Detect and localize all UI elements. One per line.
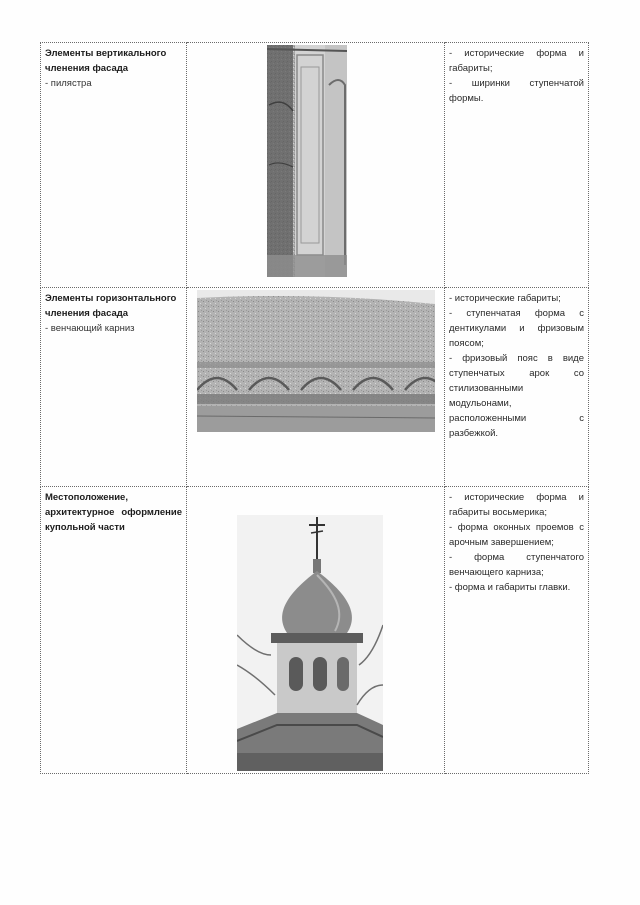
element-title: Местоположение, архитектурное оформление купольной части xyxy=(45,492,182,533)
element-title: Элементы горизонтального членения фасада xyxy=(45,293,177,319)
element-cell xyxy=(41,487,187,774)
table-row xyxy=(41,288,589,487)
pilaster-photo xyxy=(267,45,347,277)
features-cell xyxy=(445,487,589,774)
features-cell xyxy=(445,43,589,288)
monument-elements-table xyxy=(40,42,589,774)
dome-photo xyxy=(237,515,383,771)
feature-item: - исторические форма и габариты восьмерика; xyxy=(449,492,584,518)
cornice-photo xyxy=(197,290,435,432)
element-subtitle: - пилястра xyxy=(45,78,92,89)
element-subtitle: - венчающий карниз xyxy=(45,323,135,334)
table-row xyxy=(41,487,589,774)
photo-cell xyxy=(187,487,445,774)
feature-item: - фризовый пояс в виде ступенчатых арок со стилизованными модульонами, расположенными с разбежкой. xyxy=(449,353,584,439)
element-title: Элементы вертикального членения фасада xyxy=(45,48,167,74)
photo-cell xyxy=(187,288,445,487)
features-cell xyxy=(445,288,589,487)
feature-item: - форма ступенчатого венчающего карниза; xyxy=(449,552,584,578)
feature-item: - ступенчатая форма с дентикулами и фризовым поясом; xyxy=(449,308,584,349)
table-row xyxy=(41,43,589,288)
feature-item: - исторические габариты; xyxy=(449,293,561,304)
feature-item: - форма и габариты главки. xyxy=(449,582,571,593)
feature-item: - исторические форма и габариты; xyxy=(449,48,584,74)
element-cell xyxy=(41,43,187,288)
photo-cell xyxy=(187,43,445,288)
element-cell xyxy=(41,288,187,487)
feature-item: - форма оконных проемов с арочным завершением; xyxy=(449,522,584,548)
feature-item: - ширинки ступенчатой формы. xyxy=(449,78,584,104)
